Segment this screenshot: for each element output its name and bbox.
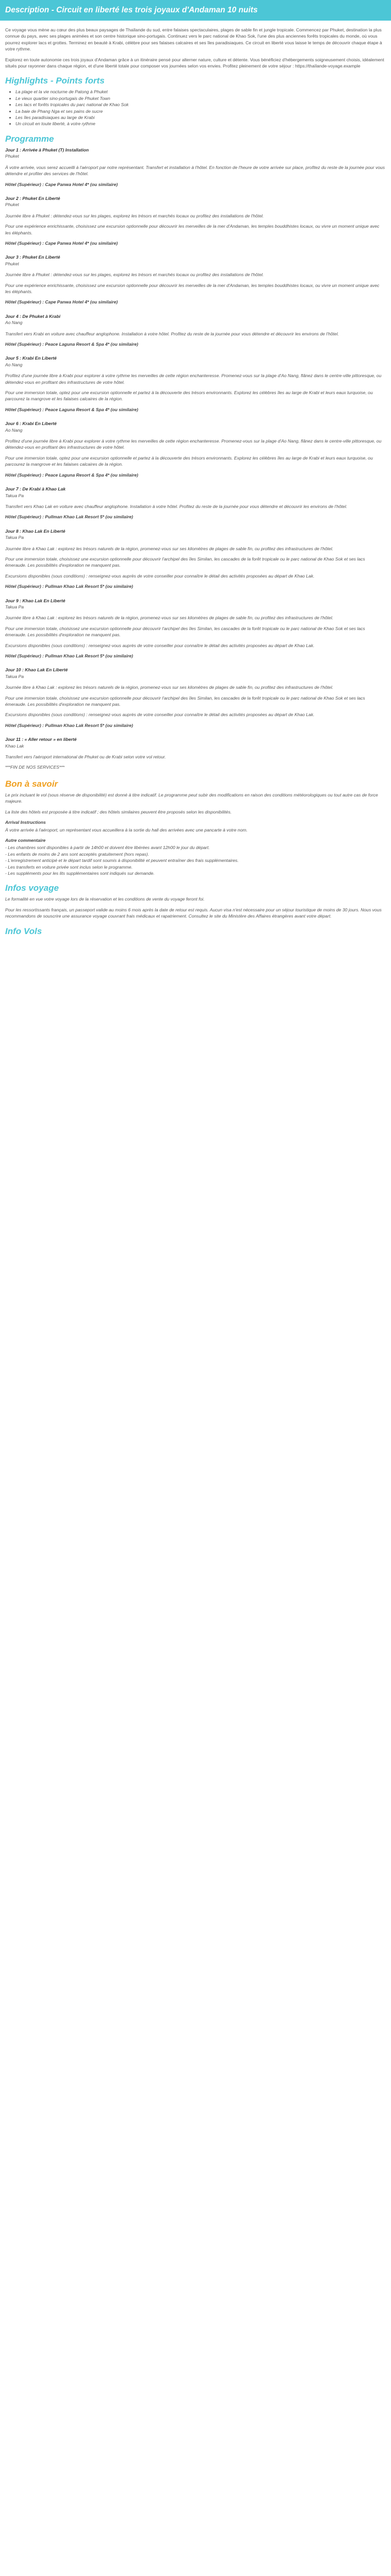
day-description: Excursions disponibles (sous conditions) : renseignez-vous auprès de votre conseiller pour connaître le détail des activités proposées au départ de Khao Lak. <box>5 642 315 648</box>
program-day <box>5 195 386 246</box>
day-hotel: Hôtel (Supérieur) : Peace Laguna Resort & Spa 4* (ou similaire) <box>5 342 138 347</box>
day-description: Pour une expérience enrichissante, choisissez une excursion optionnelle pour découvrir les merveilles de la mer d'Andaman, les temples bouddhistes locaux, ou vivre un moment unique avec les éléphants. <box>5 224 380 235</box>
day-title: Jour 6 : Krabi En Liberté <box>5 421 57 427</box>
day-description: Journée libre à Phuket : détendez-vous sur les plages, explorez les trésors et marchés locaux ou profitez des installations de l'hôtel. <box>5 272 264 278</box>
day-location: Phuket <box>5 154 19 159</box>
day-location: Takua Pa <box>5 493 24 498</box>
day-title: Jour 1 : Arrivée à Phuket (T) Installation <box>5 147 89 152</box>
day-description: À votre arrivée, vous serez accueilli à l'aéroport par notre représentant. Transfert et installation à l'hôtel. En fonction de l'heure de votre arrivée sur place, profitez du reste de la journée pour vous détendre et profiter des services de l'hôtel. <box>5 164 385 177</box>
day-description: Excursions disponibles (sous conditions) : renseignez-vous auprès de votre conseiller pour connaître le détail des activités proposées au départ de Khao Lak. <box>5 712 315 718</box>
highlight-item: • La baie de Phang Nga et ses pains de sucre <box>15 108 386 114</box>
page <box>0 0 391 944</box>
day-title: Jour 7 : De Krabi à Khao Lak <box>5 486 66 492</box>
day-location: Ao Nang <box>5 320 23 326</box>
day-hotel: Hôtel (Supérieur) : Pullman Khao Lak Resort 5* (ou similaire) <box>5 584 133 589</box>
day-hotel: Hôtel (Supérieur) : Peace Laguna Resort & Spa 4* (ou similaire) <box>5 406 138 412</box>
program-day <box>5 420 386 478</box>
program-day <box>5 598 386 659</box>
day-title: Jour 11 : « Aller retour » en liberté <box>5 737 77 742</box>
day-location: Phuket <box>5 261 19 266</box>
intro-paragraph: Explorez en toute autonomie ces trois joyaux d'Andaman grâce à un itinéraire pensé pour alterner nature, culture et détente. Vous bénéficiez d'hébergements soigneusement choisis, idéalement situés pour rayonner dans chaque région, et d'une liberté totale pour composer vos journées selon vos envies. Profitez pleinement de votre séjour : https://thaïlande-voyage.example <box>5 57 384 69</box>
day-hotel: Hôtel (Supérieur) : Pullman Khao Lak Resort 5* (ou similaire) <box>5 514 133 520</box>
program-day <box>5 528 386 590</box>
program-list <box>0 147 391 771</box>
day-title: Jour 4 : De Phuket à Krabi <box>5 313 60 319</box>
arrival-label: Arrival Instructions <box>5 820 46 825</box>
day-location: Phuket <box>5 202 19 208</box>
day-hotel: Hôtel (Supérieur) : Pullman Khao Lak Resort 5* (ou similaire) <box>5 722 133 728</box>
bon-voyage-heading: Bon à savoir <box>5 778 58 789</box>
day-location: Takua Pa <box>5 673 24 679</box>
program-day <box>5 313 386 348</box>
day-title: Jour 9 : Khao Lak En Liberté <box>5 598 66 603</box>
program-day <box>5 355 386 413</box>
highlights-list <box>0 89 391 127</box>
day-description: Transfert vers l'aéroport international de Phuket ou de Krabi selon votre vol retour. <box>5 754 166 760</box>
highlight-item: • Les lacs et forêts tropicales du parc national de Khao Sok <box>15 101 386 108</box>
day-title: Jour 10 : Khao Lak En Liberté <box>5 667 68 673</box>
day-description: Journée libre à Khao Lak : explorez les trésors naturels de la région, promenez-vous sur ses kilomètres de plages de sable fin, ou profitez des infrastructures de l'hôtel. <box>5 685 334 690</box>
intro-section <box>0 27 391 69</box>
info-voyage-paragraph: Pour les ressortissants français, un passeport valide au moins 6 mois après la date de retour est requis. Aucun visa n'est nécessaire pour un séjour touristique de moins de 30 jours. Nous vous recommandons de souscrire une assurance voyage couvrant frais médicaux et rapatriement. Consultez le site du Ministère des Affaires étrangères avant votre départ. <box>5 907 382 919</box>
highlights-heading: Highlights - Points forts <box>5 76 105 86</box>
highlight-item: • Le vieux quartier sino-portugais de Phuket Town <box>15 95 386 101</box>
day-description: Journée libre à Khao Lak : explorez les trésors naturels de la région, promenez-vous sur ses kilomètres de plages de sable fin, ou profitez des infrastructures de l'hôtel. <box>5 546 334 551</box>
day-description: Pour une immersion totale, optez pour une excursion optionnelle et partez à la découverte des trésors environnants. Explorez les célèbres îles au large de Krabi et leurs eaux turquoise, ou parcourez la mangrove et les falaises calcaires de la région. <box>5 455 373 467</box>
day-location: Takua Pa <box>5 604 24 609</box>
day-description: Pour une expérience enrichissante, choisissez une excursion optionnelle pour découvrir les merveilles de la mer d'Andaman, les temples bouddhistes locaux, ou vivre un moment unique avec les éléphants. <box>5 282 380 294</box>
highlight-item: • Les îles paradisiaques au large de Krabi <box>15 114 386 121</box>
other-comment-item: - Les suppléments pour les lits supplémentaires sont indiqués sur demande. <box>5 870 155 876</box>
other-comment-item: - Les enfants de moins de 2 ans sont acceptés gratuitement (hors repas). <box>5 851 149 857</box>
program-day <box>5 147 386 188</box>
day-location: Khao Lak <box>5 743 24 749</box>
program-heading: Programme <box>5 133 54 144</box>
arrival-text: À votre arrivée à l'aéroport, un représentant vous accueillera à la sortie du hall des arrivées avec une pancarte à votre nom. <box>5 827 248 833</box>
day-hotel: Hôtel (Supérieur) : Pullman Khao Lak Resort 5* (ou similaire) <box>5 653 133 658</box>
day-description: Pour une immersion totale, optez pour une excursion optionnelle et partez à la découverte des trésors environnants. Explorez les célèbres îles au large de Krabi et leurs eaux turquoise, ou parcourez la mangrove et les falaises calcaires de la région. <box>5 390 373 402</box>
day-hotel: Hôtel (Supérieur) : Peace Laguna Resort & Spa 4* (ou similaire) <box>5 472 138 478</box>
program-day <box>5 486 386 520</box>
day-hotel: Hôtel (Supérieur) : Cape Panwa Hotel 4* (ou similaire) <box>5 240 118 246</box>
info-voyage-heading: Infos voyage <box>5 883 59 893</box>
page-title: Description - Circuit en liberté les trois joyaux d'Andaman 10 nuits <box>0 0 391 21</box>
bon-voyage-section <box>0 792 391 876</box>
day-description: Transfert vers Khao Lak en voiture avec chauffeur anglophone. Installation à votre hôtel. Profitez du reste de la journée pour vous détendre et découvrir les environs de l'hôtel. <box>5 503 348 509</box>
other-comments-label: Autre commentaire <box>5 837 46 843</box>
highlight-item: • Un circuit en toute liberté, à votre rythme <box>15 121 386 127</box>
program-day <box>5 736 386 771</box>
day-description: Profitez d'une journée libre à Krabi pour explorer à votre rythme les merveilles de cette région enchanteresse. Promenez-vous sur la plage d'Ao Nang, flânez dans le centre-ville pittoresque, ou détendez-vous en profitant des infrastructures de votre hôtel. <box>5 373 382 385</box>
day-description: Transfert vers Krabi en voiture avec chauffeur anglophone. Installation à votre hôtel. Profitez du reste de la journée pour vous détendre et découvrir les environs de l'hôtel. <box>5 331 339 336</box>
day-location: Takua Pa <box>5 535 24 540</box>
bon-voyage-paragraph: Le prix incluant le vol (sous réserve de disponibilité) est donné à titre indicatif. Le programme peut subir des modifications en raison des conditions météorologiques ou tout autre cas de force majeure. <box>5 792 378 804</box>
bon-voyage-paragraph: La liste des hôtels est proposée à titre indicatif ; des hôtels similaires peuvent être proposés selon les disponibilités. <box>5 809 232 815</box>
day-description: Excursions disponibles (sous conditions) : renseignez-vous auprès de votre conseiller pour connaître le détail des activités proposées au départ de Khao Lak. <box>5 573 315 579</box>
day-description: Pour une immersion totale, choisissez une excursion optionnelle pour découvrir l'archipel des îles Similan, les cascades de la forêt tropicale ou le parc national de Khao Sok et ses lacs émeraude. Les possibilités d'exploration ne manquent pas. <box>5 556 365 568</box>
info-voyage-section <box>0 896 391 919</box>
day-hotel: Hôtel (Supérieur) : Cape Panwa Hotel 4* (ou similaire) <box>5 181 118 187</box>
day-description: Journée libre à Phuket : détendez-vous sur les plages, explorez les trésors et marchés locaux ou profitez des installations de l'hôtel. <box>5 213 264 218</box>
day-location: Ao Nang <box>5 427 23 433</box>
day-title: Jour 3 : Phuket En Liberté <box>5 255 60 260</box>
day-description: Pour une immersion totale, choisissez une excursion optionnelle pour découvrir l'archipel des îles Similan, les cascades de la forêt tropicale ou le parc national de Khao Sok et ses lacs émeraude. Les possibilités d'exploration ne manquent pas. <box>5 625 365 638</box>
day-title: Jour 5 : Krabi En Liberté <box>5 355 57 361</box>
other-comment-item: - L'enregistrement anticipé et le départ tardif sont soumis à disponibilité et peuvent entraîner des frais supplémentaires. <box>5 858 239 863</box>
day-description: Pour une immersion totale, choisissez une excursion optionnelle pour découvrir l'archipel des îles Similan, les cascades de la forêt tropicale ou le parc national de Khao Sok et ses lacs émeraude. Les possibilités d'exploration ne manquent pas. <box>5 695 365 707</box>
day-hotel: Hôtel (Supérieur) : Cape Panwa Hotel 4* (ou similaire) <box>5 299 118 305</box>
info-voyage-paragraph: Le formalité en vue votre voyage lors de la réservation et les conditions de vente du voyage feront foi. <box>5 896 205 902</box>
day-description: Journée libre à Khao Lak : explorez les trésors naturels de la région, promenez-vous sur ses kilomètres de plages de sable fin, ou profitez des infrastructures de l'hôtel. <box>5 615 334 621</box>
day-title: Jour 8 : Khao Lak En Liberté <box>5 528 66 534</box>
day-title: Jour 2 : Phuket En Liberté <box>5 195 60 201</box>
program-day <box>5 667 386 728</box>
day-location: Ao Nang <box>5 362 23 367</box>
info-vols-heading: Info Vols <box>5 926 42 936</box>
day-description: Profitez d'une journée libre à Krabi pour explorer à votre rythme les merveilles de cette région enchanteresse. Promenez-vous sur la plage d'Ao Nang, flânez dans le centre-ville pittoresque, ou détendez-vous en profitant des infrastructures de votre hôtel. <box>5 438 382 450</box>
day-description: ***FIN DE NOS SERVICES*** <box>5 765 64 770</box>
other-comment-item: - Les chambres sont disponibles à partir de 14h00 et doivent être libérées avant 12h00 le jour du départ. <box>5 845 210 851</box>
other-comment-item: - Les transferts en voiture privée sont inclus selon le programme. <box>5 864 133 870</box>
highlight-item: • La plage et la vie nocturne de Patong à Phuket <box>15 89 386 95</box>
intro-paragraph: Ce voyage vous mène au cœur des plus beaux paysages de Thaïlande du sud, entre falaises spectaculaires, plages de sable fin et jungle tropicale. Commencez par Phuket, destination la plus connue du pays, avec ses plages animées et son centre historique sino-portugais. Continuez vers le parc national de Khao Sok, l'une des plus anciennes forêts tropicales du monde, où vous pourrez explorer lacs et grottes. Terminez en beauté à Krabi, célèbre pour ses falaises calcaires et ses îles paradisiaques. Ce circuit en liberté vous laisse le temps de découvrir chaque étape à votre rythme. <box>5 27 382 52</box>
program-day <box>5 254 386 305</box>
